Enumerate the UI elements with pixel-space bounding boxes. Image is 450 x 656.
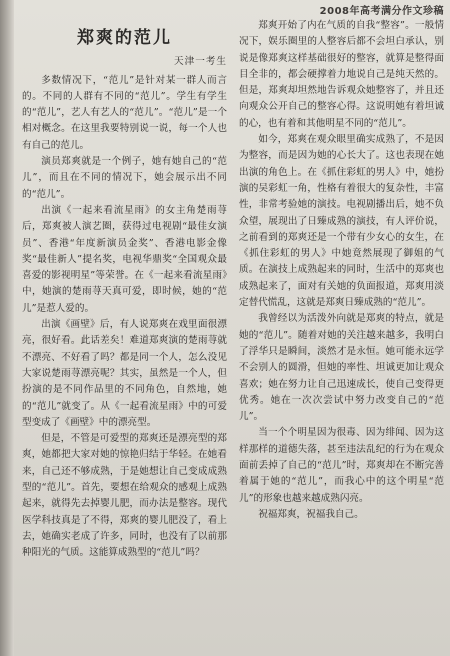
left-column — [22, 18, 227, 562]
paragraph: 郑爽开始了内在气质的自我“整容”。一般情况下，娱乐圈里的人整容后都不会坦白承认，别说是像郑爽这样基础很好的整容，就算是整得面目全非的，都会硬撑着力地说自己是纯天然的。但是，郑爽却坦然地告诉观众她整容了，并且还向观众公开自己的整容心得。这说明她有着坦诚的心，也有着和其他明星不同的“范儿”。 — [239, 20, 444, 129]
paragraph: 祝福郑爽，祝福我自己。 — [258, 508, 364, 520]
right-column — [239, 18, 444, 523]
paragraph: 当一个个明星因为很毒、因为绯闻、因为这样那样的道德失落，甚至违法乱纪的行为在观众面前丢掉了自己的“范儿”时，郑爽却在不断完善着属于她的“范儿”，而我心中的这个明星“范儿”的形象也越来越成熟闪亮。 — [239, 427, 444, 504]
paragraph: 但是，不管是可爱型的郑爽还是漂亮型的郑爽，她都把大家对她的惊艳归结于华轻。在她看来，自己还不够成熟，于是她想让自己变成成熟型的“范儿”。首先，要想在给观众的感观上成熟起来，就得先去掉婴儿肥，而办法是整容。现代医学科技真是了不得，郑爽的婴儿肥没了，看上去，她确实老成了许多，同时，也没有了以前那种阳光的气质。这能算成熟型的“范儿”吗？ — [22, 433, 227, 559]
article-author: 天津一考生 — [174, 56, 227, 68]
article-title: 郑爽的范儿 — [77, 28, 172, 48]
running-header: 2008年高考满分作文珍稿 — [319, 6, 444, 17]
paragraph: 出演《画壁》后，有人说郑爽在戏里面很漂亮，很好看。此话差矣！难道郑爽演的楚雨荨就不漂亮、不好看了吗？都是同一个人，怎么没见大家说楚雨荨漂亮呢？其实，虽然是一个人，但扮演的是不同作品里的不同角色，自然地，她的“范儿”就变了。从《一起看流星雨》中的可爱型变成了《画壁》中的漂亮型。 — [22, 319, 227, 428]
book-gutter-shadow — [0, 0, 14, 656]
paragraph: 演员郑爽就是一个例子，她有她自己的“范儿”，而且在不同的情况下，她会展示出不同的“范儿”。 — [22, 156, 227, 200]
paragraph: 我曾经以为活泼外向就是郑爽的特点，就是她的“范儿”。随着对她的关注越来越多，我明白了浮华只是瞬间，淡然才是永恒。她可能永远学不会别人的圆滑，但她的率性、坦诚更加让观众喜欢；她在努力让自己迅速成长，使自己变得更优秀。她在一次次尝试中努力改变自己的“范儿”。 — [239, 313, 444, 423]
paragraph: 多数情况下，“范儿”是针对某一群人而言的。不同的人群有不同的“范儿”。学生有学生的“范儿”，艺人有艺人的“范儿”。“范儿”是一个相对概念。在这里我要特别说一说，每一个人也有自己的范儿。 — [22, 74, 227, 151]
paragraph: 如今，郑爽在观众眼里确实成熟了，不是因为整容，而是因为她的心长大了。这也表现在她出演的角色上。在《抓住彩虹的男人》中，她扮演的吴彩虹一角，性格有着很大的复杂性，丰富性，非常考验她的演技。电视剧播出后，她不负众望，展现出了日臻成熟的演技，有人评价说，之前看到的郑爽还是一个带有少女心的女生，在《抓住彩虹的男人》中她竟然展现了御姐的气质。在演技上成熟起来的同时，生活中的郑爽也成熟起来了，面对有关她的负面报道，郑爽用淡定替代慌乱，这就是郑爽日臻成熟的“范儿”。 — [239, 134, 444, 309]
paragraph: 出演《一起来看流星雨》的女主角楚雨荨后，郑爽被人演艺圈，获得过电视剧“最佳女演员”、香港“年度新演员金奖”、香港电影金像奖“最佳新人”提名奖，电视华鼎奖“全国观众最喜爱的影视明星”等荣誉。在《一起来看流星雨》中，她演的楚雨荨天真可爱，即时候，她的“范儿”是惹人爱的。 — [22, 204, 227, 314]
